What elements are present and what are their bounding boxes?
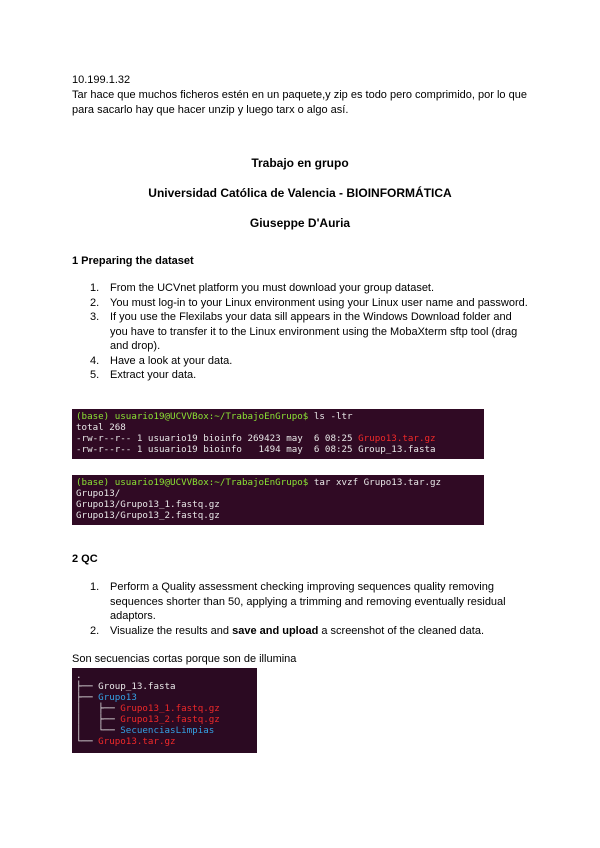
terminal-tar-screenshot	[72, 475, 484, 525]
tree-entry: │ └── SecuenciasLimpias	[76, 725, 215, 736]
university-title: Universidad Católica de Valencia - BIOINFORMÁTICA	[148, 186, 452, 200]
ip-address: 10.199.1.32	[72, 74, 131, 86]
terminal-prompt: (base) usuario19@UCVVBox:~/TrabajoEnGrupo$	[76, 477, 309, 488]
list-item: 1. Perform a Quality assessment checking improving sequences quality removing sequences shorter than 50, applying a trimming and removing eventually residual adaptors.	[90, 581, 506, 622]
terminal-command: tar xvzf Grupo13.tar.gz	[308, 477, 442, 488]
terminal-output: -rw-r--r-- 1 usuario19 bioinfo 269423 may 6 08:25	[76, 433, 359, 444]
terminal-ls-screenshot	[72, 409, 484, 459]
list-item: 2. You must log-in to your Linux environment using your Linux user name and password.	[90, 296, 528, 309]
list-item: 3. If you use the Flexilabs your data sill appears in the Windows Download folder and you have to transfer it to the Linux environment using the MobaXterm sftp tool (drag and drop).	[90, 311, 518, 352]
tree-entry: └── Grupo13.tar.gz	[76, 736, 176, 747]
list-item: 1. From the UCVnet platform you must download your group dataset.	[90, 282, 435, 294]
terminal-output: Grupo13/	[76, 488, 121, 499]
terminal-output: Grupo13/Grupo13_1.fastq.gz	[76, 499, 220, 510]
illumina-comment: Son secuencias cortas porque son de illumina	[72, 653, 297, 665]
section1-heading: 1 Preparing the dataset	[72, 255, 194, 267]
terminal-output: Grupo13/Grupo13_2.fastq.gz	[76, 510, 220, 521]
author-name: Giuseppe D'Auria	[249, 216, 351, 230]
section1-list	[72, 281, 528, 383]
terminal-output: total 268	[76, 422, 126, 433]
list-item: 2. Visualize the results and save and upload a screenshot of the cleaned data.	[90, 624, 485, 637]
page-title: Trabajo en grupo	[251, 156, 349, 170]
tree-entry: ├── Group_13.fasta	[76, 681, 176, 692]
list-item: 4. Have a look at your data.	[90, 354, 233, 367]
tree-entry: │ ├── Grupo13_2.fastq.gz	[76, 714, 220, 725]
list-item: 5. Extract your data.	[90, 369, 197, 381]
terminal-output: -rw-r--r-- 1 usuario19 bioinfo 1494 may 6 08:25 Group_13.fasta	[76, 444, 436, 455]
terminal-command: ls -ltr	[308, 411, 353, 422]
terminal-filename: Grupo13.tar.gz	[358, 433, 436, 444]
section2-list	[72, 580, 528, 638]
tree-entry: ├── Grupo13	[76, 692, 137, 703]
tree-screenshot	[72, 668, 257, 753]
tar-note: Tar hace que muchos ficheros estén en un paquete,y zip es todo pero comprimido, por lo que para sacarlo hay que hacer unzip y luego tarx o algo así.	[72, 89, 527, 116]
tree-entry: │ ├── Grupo13_1.fastq.gz	[76, 703, 220, 714]
terminal-prompt: (base) usuario19@UCVVBox:~/TrabajoEnGrupo$	[76, 411, 309, 422]
tree-root: .	[76, 670, 82, 681]
section2-heading: 2 QC	[72, 553, 98, 565]
